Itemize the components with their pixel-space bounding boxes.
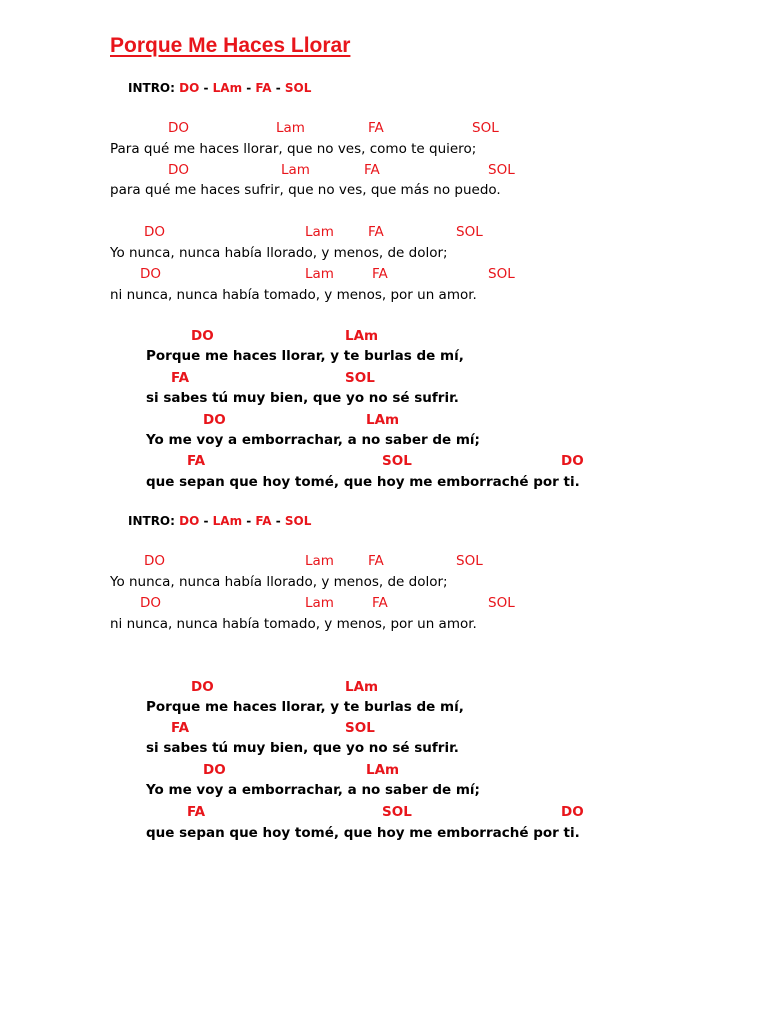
chord: LAm bbox=[366, 762, 400, 778]
chord: FA bbox=[372, 266, 388, 282]
intro-chord: LAm bbox=[212, 514, 243, 528]
chord: FA bbox=[187, 804, 206, 820]
chord: Lam bbox=[276, 120, 305, 136]
chord: LAm bbox=[345, 679, 379, 695]
intro-chord: DO bbox=[179, 81, 200, 95]
chord: FA bbox=[372, 595, 388, 611]
chord: DO bbox=[561, 453, 584, 469]
chord: FA bbox=[368, 224, 384, 240]
chord: SOL bbox=[488, 595, 515, 611]
lyric-line: Porque me haces llorar, y te burlas de mí, bbox=[146, 699, 464, 715]
chord: DO bbox=[168, 162, 190, 178]
intro-chord: FA bbox=[255, 514, 272, 528]
intro-separator: - bbox=[199, 81, 213, 95]
lyric-line: ni nunca, nunca había tomado, y menos, por un amor. bbox=[110, 287, 477, 303]
lyric-line: que sepan que hoy tomé, que hoy me emborraché por ti. bbox=[146, 825, 580, 841]
intro-chord: SOL bbox=[284, 514, 312, 528]
chord: DO bbox=[140, 595, 162, 611]
intro-separator: - bbox=[242, 514, 256, 528]
intro-line bbox=[128, 514, 311, 528]
lyric-line: Yo nunca, nunca había llorado, y menos, de dolor; bbox=[110, 245, 448, 261]
chord: FA bbox=[368, 553, 384, 569]
chord: FA bbox=[368, 120, 384, 136]
chord: SOL bbox=[345, 720, 375, 736]
chord: FA bbox=[187, 453, 206, 469]
chord: SOL bbox=[456, 224, 483, 240]
chord: SOL bbox=[488, 266, 515, 282]
lyric-line: para qué me haces sufrir, que no ves, que más no puedo. bbox=[110, 182, 501, 198]
chord: Lam bbox=[305, 224, 334, 240]
chord: Lam bbox=[305, 553, 334, 569]
lyric-line: si sabes tú muy bien, que yo no sé sufrir. bbox=[146, 740, 459, 756]
intro-line bbox=[128, 81, 311, 95]
intro-chord: LAm bbox=[212, 81, 243, 95]
lyric-line: ni nunca, nunca había tomado, y menos, por un amor. bbox=[110, 616, 477, 632]
intro-label: INTRO: bbox=[128, 514, 180, 528]
intro-chord: SOL bbox=[284, 81, 312, 95]
intro-separator: - bbox=[199, 514, 213, 528]
chord: DO bbox=[203, 762, 226, 778]
page-title: Porque Me Haces Llorar bbox=[110, 34, 351, 57]
chord: LAm bbox=[366, 412, 400, 428]
chord: DO bbox=[191, 679, 214, 695]
lyric-line: que sepan que hoy tomé, que hoy me emborraché por ti. bbox=[146, 474, 580, 490]
chord: DO bbox=[140, 266, 162, 282]
chord: LAm bbox=[345, 328, 379, 344]
chord: DO bbox=[561, 804, 584, 820]
intro-separator: - bbox=[271, 514, 285, 528]
chord: DO bbox=[203, 412, 226, 428]
chord: SOL bbox=[345, 370, 375, 386]
chord: FA bbox=[364, 162, 380, 178]
chord: DO bbox=[168, 120, 190, 136]
intro-chord: FA bbox=[255, 81, 272, 95]
chord: FA bbox=[171, 370, 190, 386]
lyric-line: Yo me voy a emborrachar, a no saber de mí; bbox=[146, 432, 480, 448]
chord: SOL bbox=[382, 453, 412, 469]
chord: Lam bbox=[305, 266, 334, 282]
chord: SOL bbox=[382, 804, 412, 820]
chord: SOL bbox=[472, 120, 499, 136]
chord: FA bbox=[171, 720, 190, 736]
lyric-line: Yo nunca, nunca había llorado, y menos, de dolor; bbox=[110, 574, 448, 590]
chord: Lam bbox=[281, 162, 310, 178]
intro-label: INTRO: bbox=[128, 81, 180, 95]
chord: DO bbox=[191, 328, 214, 344]
intro-chord: DO bbox=[179, 514, 200, 528]
chord: SOL bbox=[456, 553, 483, 569]
chord: Lam bbox=[305, 595, 334, 611]
chord: DO bbox=[144, 553, 166, 569]
lyric-line: Porque me haces llorar, y te burlas de mí, bbox=[146, 348, 464, 364]
lyric-line: Para qué me haces llorar, que no ves, como te quiero; bbox=[110, 141, 477, 157]
intro-separator: - bbox=[271, 81, 285, 95]
intro-separator: - bbox=[242, 81, 256, 95]
chord: DO bbox=[144, 224, 166, 240]
lyric-line: Yo me voy a emborrachar, a no saber de mí; bbox=[146, 782, 480, 798]
lyric-line: si sabes tú muy bien, que yo no sé sufrir. bbox=[146, 390, 459, 406]
chord: SOL bbox=[488, 162, 515, 178]
